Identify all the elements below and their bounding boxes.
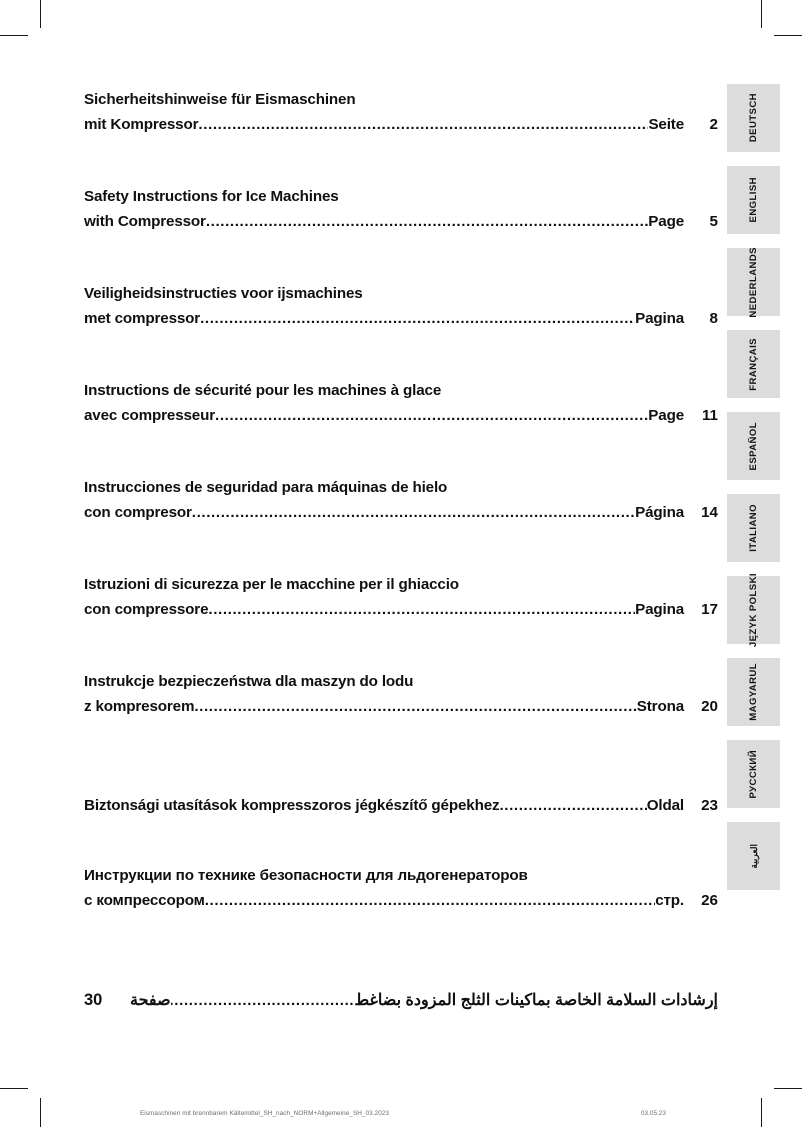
- toc-page-number: 11: [701, 407, 718, 424]
- toc-leader-dots: [206, 210, 648, 233]
- toc-entry-leader-line: [84, 307, 718, 330]
- crop-mark-bottom-right-horizontal: [774, 1088, 802, 1089]
- language-tab-label: MAGYARUL: [748, 663, 759, 721]
- toc-entry-title-line1: Veiligheidsinstructies voor ijsmachines: [84, 285, 363, 302]
- crop-mark-bottom-left-vertical: [40, 1098, 41, 1127]
- toc-entry-title-line2: Biztonsági utasítások kompresszoros jégkészítő gépekhez: [84, 797, 500, 814]
- toc-leader-dots: [200, 307, 635, 330]
- language-tab-label: РУССКИЙ: [748, 749, 759, 799]
- toc-entry[interactable]: [84, 666, 718, 763]
- language-tab-label: NEDERLANDS: [748, 246, 759, 318]
- toc-entry-title-line2: with Compressor: [84, 213, 206, 230]
- toc-leader-dots: [171, 988, 355, 1014]
- toc-entry-arabic-title: إرشادات السلامة الخاصة بماكينات الثلج المزودة بضاغط: [354, 992, 718, 1009]
- toc-page-label: Pagina: [635, 601, 684, 618]
- language-tab[interactable]: [727, 572, 780, 648]
- table-of-contents: [84, 84, 718, 1027]
- toc-entry-title-line1: Instructions de sécurité pour les machines à glace: [84, 382, 442, 399]
- toc-entry-leader-line: [84, 404, 718, 427]
- toc-entry[interactable]: [84, 278, 718, 375]
- crop-mark-top-left-vertical: [40, 0, 41, 28]
- language-tab-label: ESPAÑOL: [748, 421, 759, 471]
- language-tab-label: JĘZYK POLSKI: [748, 572, 759, 648]
- toc-entry-title-line2: met compressor: [84, 310, 201, 327]
- crop-mark-top-right-vertical: [761, 0, 762, 28]
- toc-page-label: صفحة: [130, 992, 171, 1009]
- footer-date: 03.05.23: [641, 1110, 666, 1117]
- toc-page-label: Page: [648, 407, 684, 424]
- language-tab-label: ENGLISH: [748, 177, 759, 223]
- toc-entry-arabic-leader-line: [84, 987, 718, 1014]
- toc-entry-title-line1: Istruzioni di sicurezza per le macchine per il ghiaccio: [84, 576, 459, 593]
- toc-entry[interactable]: [84, 569, 718, 666]
- toc-entry[interactable]: [84, 763, 718, 860]
- toc-page-number: 14: [701, 504, 718, 521]
- language-tab[interactable]: [727, 658, 780, 726]
- toc-entry[interactable]: [84, 375, 718, 472]
- toc-entry-leader-line: [84, 501, 718, 524]
- crop-mark-top-right-horizontal: [774, 35, 802, 36]
- toc-entry-leader-line: [84, 695, 718, 718]
- toc-entry[interactable]: [84, 181, 718, 278]
- toc-page-label: Strona: [636, 698, 684, 715]
- toc-page-label: Page: [648, 213, 684, 230]
- toc-leader-dots: [194, 695, 636, 718]
- toc-page-number: 2: [709, 116, 718, 133]
- language-tab-label: ITALIANO: [748, 504, 759, 552]
- toc-leader-dots: [192, 501, 635, 524]
- toc-page-number: 26: [701, 892, 718, 909]
- language-tab[interactable]: [727, 248, 780, 316]
- toc-entry-title-line1: Instrukcje bezpieczeństwa dla maszyn do lodu: [84, 673, 414, 690]
- toc-page-label: Oldal: [646, 797, 684, 814]
- language-tab[interactable]: [727, 84, 780, 152]
- toc-entry-title-line2: con compresor: [84, 504, 192, 521]
- crop-mark-bottom-right-vertical: [761, 1098, 762, 1127]
- toc-page-label: Seite: [648, 116, 684, 133]
- toc-entry-title-line2: z kompresorem: [84, 698, 195, 715]
- toc-entry[interactable]: [84, 860, 718, 957]
- toc-entry-title-line2: avec compresseur: [84, 407, 215, 424]
- crop-mark-bottom-left-horizontal: [0, 1088, 28, 1089]
- toc-entry-arabic[interactable]: [84, 957, 718, 1027]
- crop-mark-top-left-horizontal: [0, 35, 28, 36]
- language-tab-label: FRANÇAIS: [748, 337, 759, 391]
- toc-entry[interactable]: [84, 472, 718, 569]
- toc-entry-leader-line: [84, 889, 718, 912]
- toc-entry-title-line1: Safety Instructions for Ice Machines: [84, 188, 339, 205]
- toc-page-number: 8: [709, 310, 718, 327]
- toc-page-number: 20: [701, 698, 718, 715]
- toc-entry-title-line1: Sicherheitshinweise für Eismaschinen: [84, 91, 356, 108]
- toc-page-label: Página: [635, 504, 684, 521]
- toc-entry-title-line2: con compressore: [84, 601, 209, 618]
- toc-leader-dots: [208, 598, 635, 621]
- toc-leader-dots: [499, 794, 646, 817]
- toc-entry[interactable]: [84, 84, 718, 181]
- toc-leader-dots: [205, 889, 655, 912]
- language-tab-column: [727, 84, 780, 904]
- toc-page-number: 5: [709, 213, 718, 230]
- page-footer: [140, 1110, 666, 1126]
- language-tab-label: العربية: [748, 843, 759, 869]
- toc-entry-leader-line: [84, 794, 718, 817]
- toc-page-label: Pagina: [635, 310, 684, 327]
- toc-leader-dots: [215, 404, 648, 427]
- toc-entry-title-line2: mit Kompressor: [84, 116, 199, 133]
- toc-entry-leader-line: [84, 113, 718, 136]
- toc-page-number: 30: [84, 991, 103, 1009]
- toc-entry-leader-line: [84, 598, 718, 621]
- toc-entry-spacer: [84, 767, 718, 792]
- language-tab[interactable]: [727, 412, 780, 480]
- toc-page-number: 17: [701, 601, 718, 618]
- toc-entry-title-line1: Инструкции по технике безопасности для льдогенераторов: [84, 867, 528, 884]
- footer-document-code: Eismaschinen mit brennbarem Kältemittel_SH_nach_NORM+Allgemeine_SH_03.2023: [140, 1110, 389, 1117]
- toc-page-label: стр.: [655, 892, 684, 909]
- language-tab[interactable]: [727, 740, 780, 808]
- language-tab[interactable]: [727, 330, 780, 398]
- toc-entry-leader-line: [84, 210, 718, 233]
- toc-leader-dots: [198, 113, 648, 136]
- language-tab[interactable]: [727, 166, 780, 234]
- toc-entry-title-line1: Instrucciones de seguridad para máquinas de hielo: [84, 479, 448, 496]
- toc-entry-title-line2: с компрессором: [84, 892, 205, 909]
- language-tab-label: DEUTSCH: [748, 93, 759, 143]
- toc-page-number: 23: [701, 797, 718, 814]
- language-tab[interactable]: [727, 494, 780, 562]
- language-tab[interactable]: [727, 822, 780, 890]
